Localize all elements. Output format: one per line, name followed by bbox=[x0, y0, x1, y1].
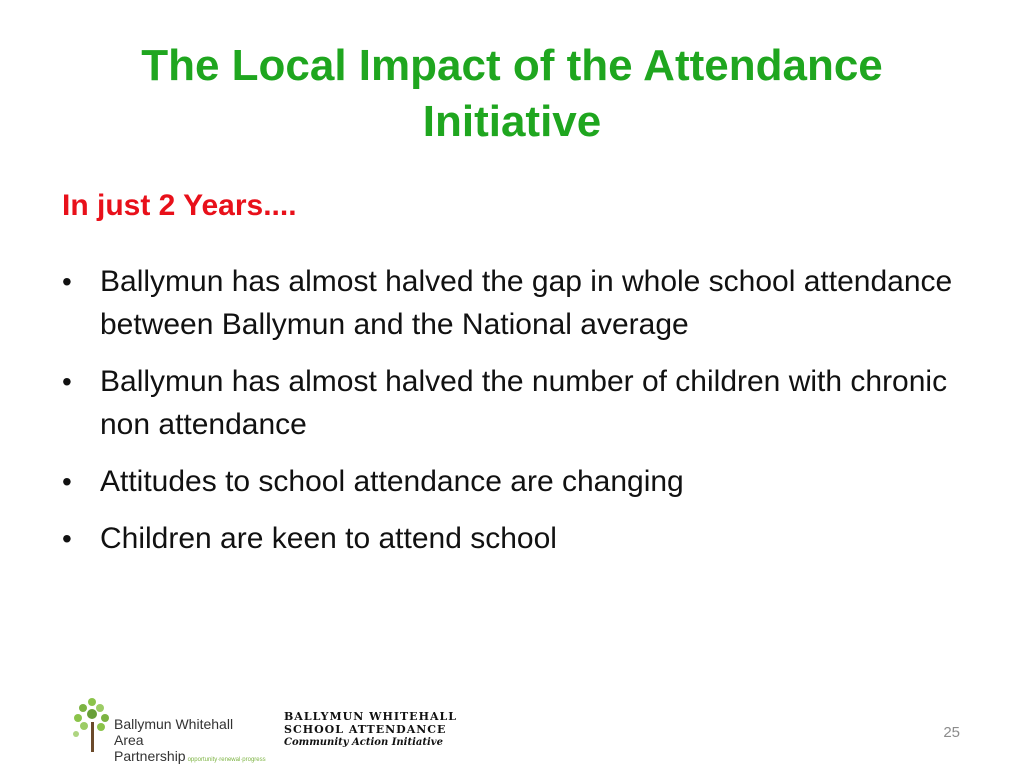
bullet-list bbox=[62, 260, 962, 574]
bullet-text: Attitudes to school attendance are changing bbox=[100, 465, 684, 498]
bullet-text: Children are keen to attend school bbox=[100, 522, 557, 555]
slide-title: The Local Impact of the Attendance Initiative bbox=[141, 41, 883, 146]
partnership-logo-line2: Partnership bbox=[114, 748, 186, 764]
bullet-item bbox=[62, 517, 962, 560]
partnership-logo-line1: Ballymun Whitehall Area bbox=[114, 716, 234, 748]
partnership-logo-tagline: opportunity·renewal·progress bbox=[187, 757, 266, 763]
partnership-logo-text bbox=[114, 716, 266, 768]
bullet-item bbox=[62, 460, 962, 503]
bullet-text: Ballymun has almost halved the gap in whole school attendance between Ballymun and the National average bbox=[100, 265, 953, 341]
bullet-item bbox=[62, 260, 962, 346]
attendance-logo-line2: SCHOOL ATTENDANCE bbox=[284, 723, 447, 736]
slide-subtitle: In just 2 Years.... bbox=[62, 189, 297, 222]
partnership-logo bbox=[72, 696, 266, 764]
bullet-dot-icon: • bbox=[62, 466, 72, 497]
attendance-initiative-logo bbox=[284, 710, 464, 749]
page-number: 25 bbox=[943, 724, 960, 741]
bullet-text: Ballymun has almost halved the number of children with chronic non attendance bbox=[100, 365, 948, 441]
attendance-logo-line3: Community Action Initiative bbox=[284, 737, 443, 748]
bullet-dot-icon: • bbox=[62, 266, 72, 297]
bullet-dot-icon: • bbox=[62, 523, 72, 554]
bullet-dot-icon: • bbox=[62, 366, 72, 397]
attendance-logo-line1: BALLYMUN WHITEHALL bbox=[284, 710, 457, 723]
tree-logo-icon bbox=[72, 696, 114, 754]
bullet-item bbox=[62, 360, 962, 446]
